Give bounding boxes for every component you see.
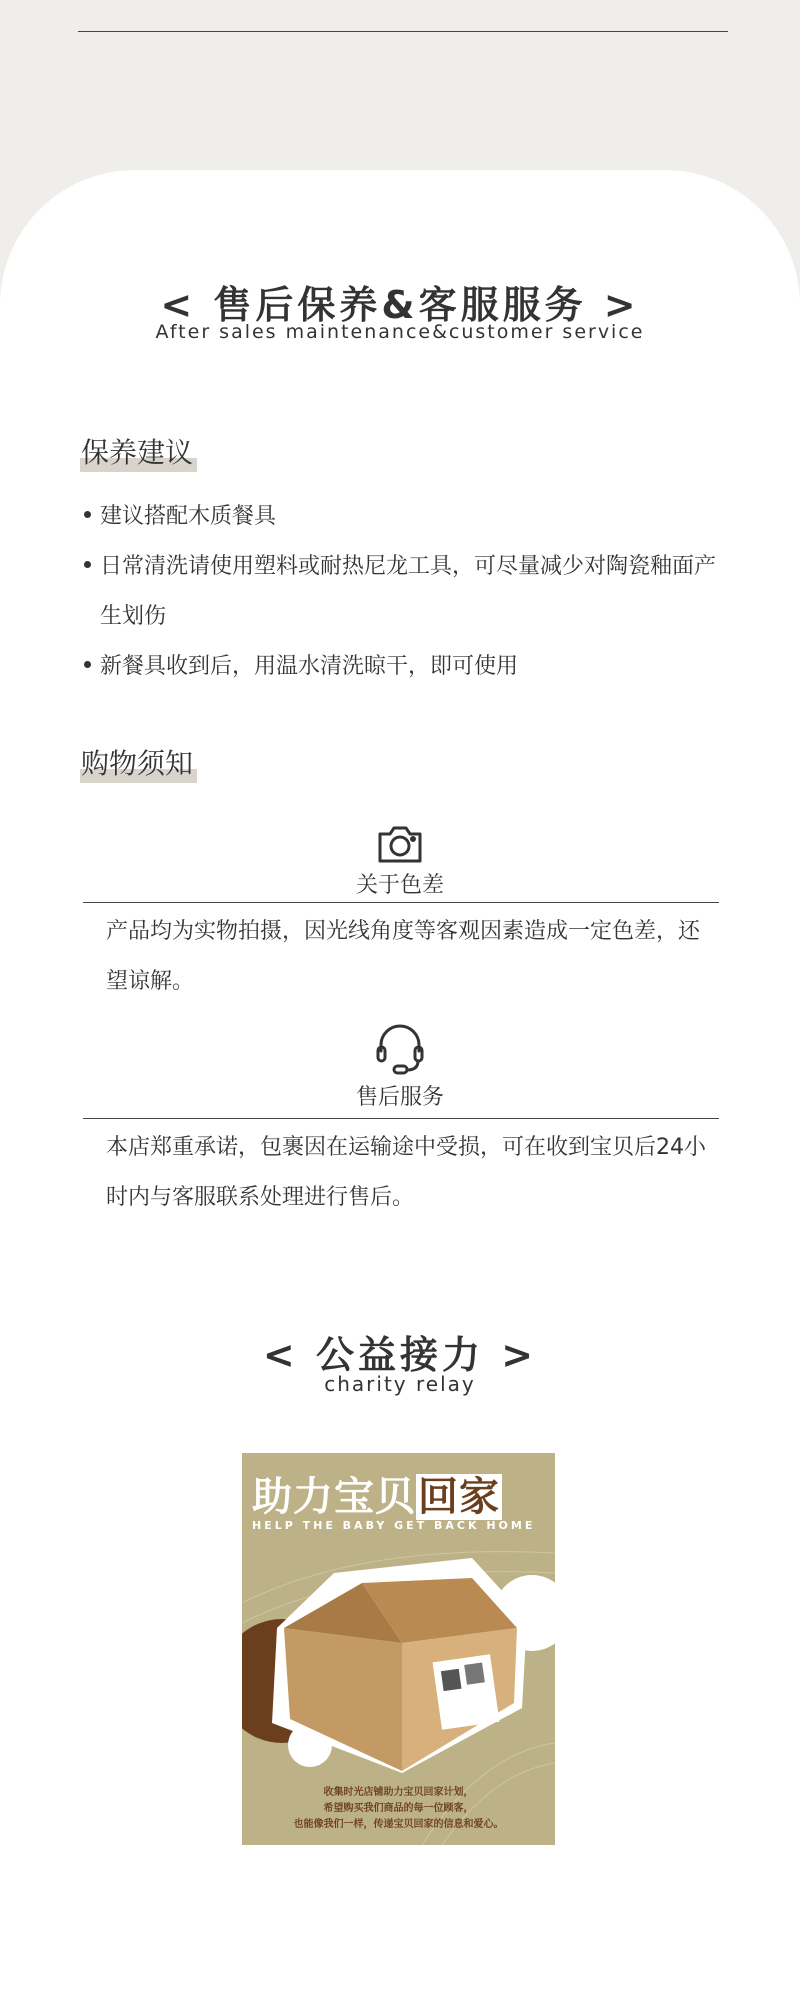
maintenance-tip: 建议搭配木质餐具: [84, 492, 724, 542]
maintenance-tip: 新餐具收到后，用温水清洗晾干，即可使用: [84, 642, 724, 692]
divider: [83, 902, 719, 903]
charity-subtitle: charity relay: [324, 1372, 476, 1396]
charity-title: < 公益接力 >: [262, 1333, 538, 1377]
poster-title: 助力宝贝回家: [252, 1474, 500, 1520]
maintenance-heading: 保养建议: [80, 434, 197, 472]
bullet-dot: [84, 511, 91, 518]
care-section-subtitle: After sales maintenance&customer service: [155, 321, 645, 343]
after-sales-label: 售后服务: [355, 1085, 444, 1110]
poster-subtitle: HELP THE BABY GET BACK HOME: [252, 1519, 536, 1532]
color-difference-text: 产品均为实物拍摄，因光线角度等客观因素造成一定色差，还望谅解。: [106, 919, 701, 994]
after-sales-text: 本店郑重承诺，包裹因在运输途中受损，可在收到宝贝后24小时内与客服联系处理进行售后。: [106, 1135, 706, 1210]
poster-footer: 收集时光店铺助力宝贝回家计划， 希望购买我们商品的每一位顾客， 也能像我们一样，传递宝贝回家的信息和爱心。: [293, 1787, 504, 1830]
top-divider: [78, 31, 728, 32]
bullet-dot: [84, 561, 91, 568]
color-difference-label: 关于色差: [355, 873, 444, 898]
bullet-dot: [84, 661, 91, 668]
shopping-notice-heading: 购物须知: [80, 745, 197, 783]
maintenance-tip: 日常清洗请使用塑料或耐热尼龙工具，可尽量减少对陶瓷釉面产生划伤: [84, 542, 724, 642]
charity-poster: [242, 1453, 555, 1845]
camera-icon: [0, 823, 800, 869]
headset-icon: [0, 1021, 800, 1079]
divider: [83, 1118, 719, 1119]
care-section-title: < 售后保养&客服服务 >: [160, 283, 640, 327]
